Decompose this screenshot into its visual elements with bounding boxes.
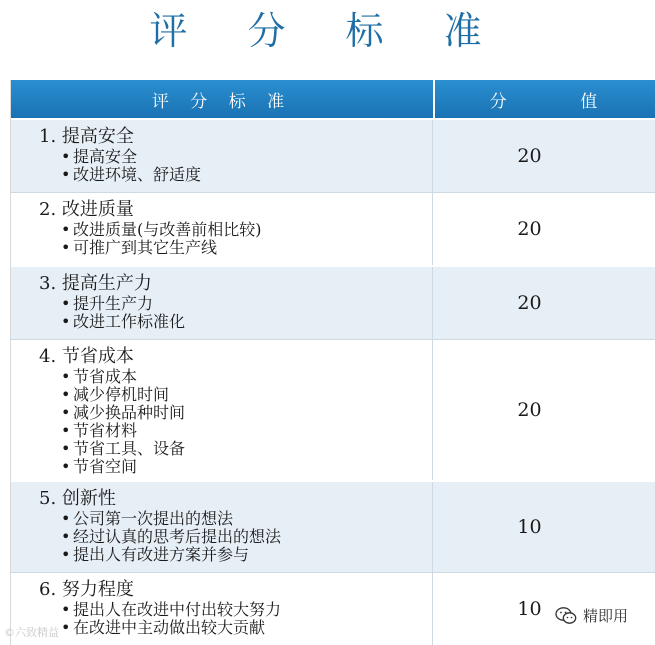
table-row [11, 480, 655, 572]
criteria-item-text: 提高安全 [73, 147, 138, 166]
criteria-item-text: 节省材料 [73, 421, 138, 440]
score-cell: 20 [517, 399, 542, 421]
criteria-item-text: 改进质量(与改善前相比较) [73, 220, 262, 239]
criteria-item-text: 提出人有改进方案并参与 [73, 545, 250, 564]
criteria-heading: 2. 改进质量 [39, 199, 134, 220]
criteria-item-text: 节省空间 [73, 457, 138, 476]
criteria-item [39, 546, 432, 564]
criteria-heading: 1. 提高安全 [39, 126, 134, 147]
watermark-brand [555, 605, 628, 626]
criteria-item-text: 减少停机时间 [73, 385, 170, 404]
bullet-dot-icon: • [61, 509, 71, 528]
criteria-item [39, 422, 432, 440]
table-row [11, 339, 655, 480]
criteria-cell [11, 340, 433, 480]
criteria-item-text: 减少换品种时间 [73, 403, 186, 422]
criteria-cell [11, 120, 433, 192]
criteria-heading: 3. 提高生产力 [39, 273, 152, 294]
criteria-item [39, 440, 432, 458]
criteria-heading: 4. 节省成本 [39, 346, 134, 367]
criteria-item-text: 节省成本 [73, 367, 138, 386]
criteria-item [39, 368, 432, 386]
criteria-item [39, 404, 432, 422]
bullet-dot-icon: • [61, 457, 71, 476]
table-row [11, 265, 655, 339]
criteria-item [39, 386, 432, 404]
criteria-item [39, 166, 432, 184]
criteria-item-text: 提升生产力 [73, 294, 154, 313]
bullet-dot-icon: • [61, 421, 71, 440]
criteria-item [39, 619, 432, 637]
score-cell: 20 [517, 292, 542, 314]
criteria-item [39, 458, 432, 476]
bullet-dot-icon: • [61, 439, 71, 458]
bullet-dot-icon: • [61, 403, 71, 422]
bullet-dot-icon: • [61, 312, 71, 331]
criteria-cell [11, 573, 433, 645]
bullet-dot-icon: • [61, 165, 71, 184]
header-score: 分 值 [489, 91, 632, 112]
criteria-item-text: 改进工作标准化 [73, 312, 186, 331]
criteria-item [39, 313, 432, 331]
criteria-heading: 6. 努力程度 [39, 579, 134, 600]
bullet-dot-icon: • [61, 545, 71, 564]
criteria-item-text: 改进环境、舒适度 [73, 165, 202, 184]
criteria-cell [11, 482, 433, 572]
criteria-item-text: 经过认真的思考后提出的想法 [73, 527, 282, 546]
bullet-dot-icon: • [61, 294, 71, 313]
watermark-right-text: 精即用 [583, 607, 629, 625]
criteria-heading: 5. 创新性 [39, 488, 116, 509]
score-cell: 20 [517, 145, 542, 167]
criteria-cell [11, 193, 433, 265]
criteria-item-text: 在改进中主动做出较大贡献 [73, 618, 266, 637]
scoring-table [10, 80, 655, 645]
bullet-dot-icon: • [61, 385, 71, 404]
bullet-dot-icon: • [61, 618, 71, 637]
score-cell: 20 [517, 218, 542, 240]
bullet-dot-icon: • [61, 238, 71, 257]
bullet-dot-icon: • [61, 220, 71, 239]
table-header [11, 80, 655, 118]
bullet-dot-icon: • [61, 600, 71, 619]
table-row [11, 192, 655, 265]
criteria-item [39, 510, 432, 528]
criteria-item-text: 提出人在改进中付出较大努力 [73, 600, 282, 619]
score-cell: 10 [517, 516, 542, 538]
criteria-item-text: 可推广到其它生产线 [73, 238, 218, 257]
bullet-dot-icon: • [61, 367, 71, 386]
criteria-item [39, 148, 432, 166]
bullet-dot-icon: • [61, 527, 71, 546]
criteria-item-text: 公司第一次提出的想法 [73, 509, 234, 528]
score-cell: 10 [517, 598, 542, 620]
bullet-dot-icon: • [61, 147, 71, 166]
watermark-left: ©六致精益 [4, 626, 59, 639]
criteria-item [39, 295, 432, 313]
criteria-item-text: 节省工具、设备 [73, 439, 186, 458]
wechat-icon [555, 606, 577, 626]
table-body [11, 118, 655, 645]
criteria-item [39, 601, 432, 619]
table-row [11, 118, 655, 192]
criteria-item [39, 239, 432, 257]
criteria-cell [11, 267, 433, 339]
header-criteria: 评 分 标 准 [11, 80, 435, 118]
criteria-item [39, 221, 432, 239]
criteria-item [39, 528, 432, 546]
page-title: 评 分 标 准 [149, 9, 506, 53]
